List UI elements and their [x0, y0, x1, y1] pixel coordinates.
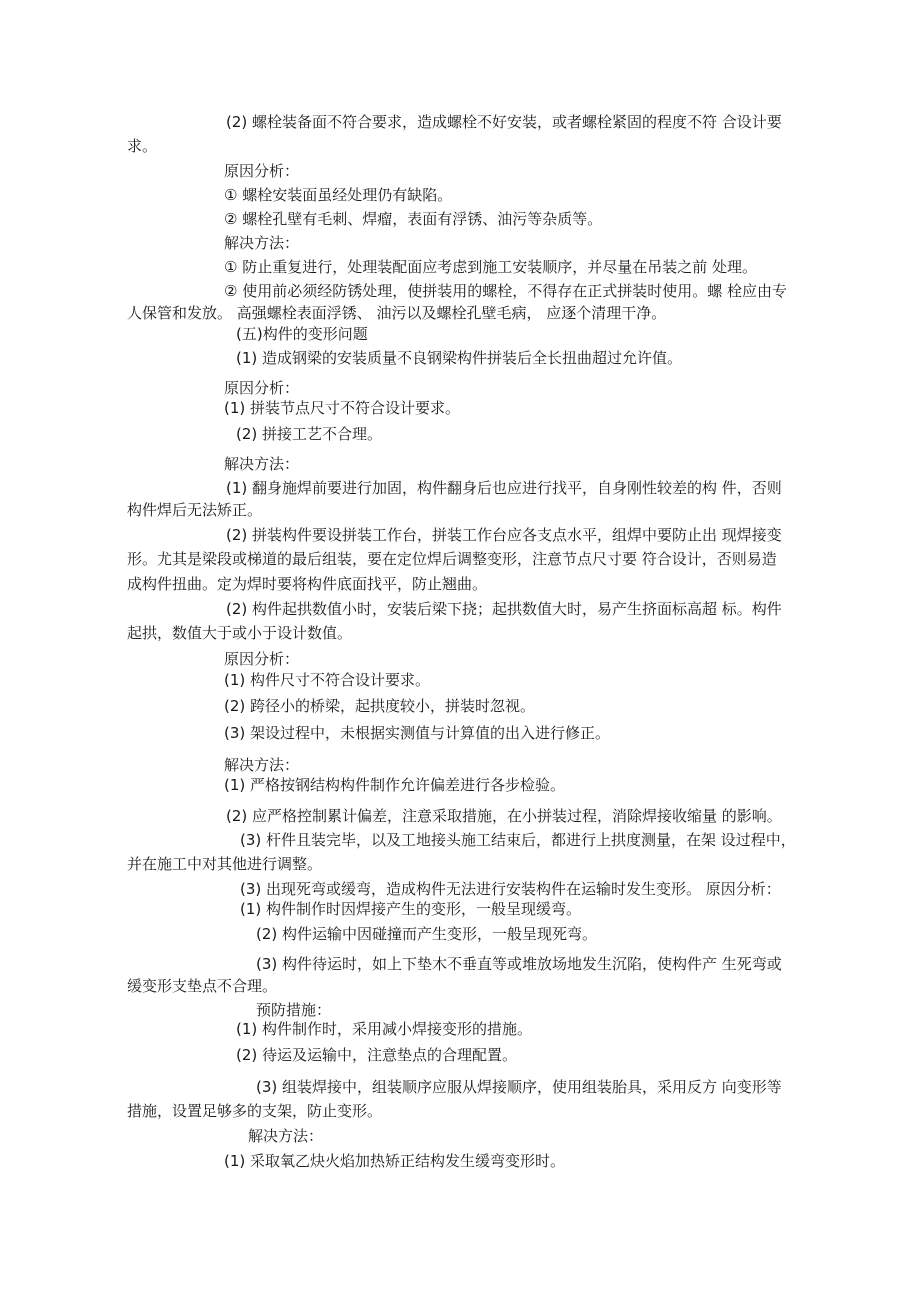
text-line: 原因分析：	[224, 162, 300, 180]
text-line: 缓变形支垫点不合理。	[127, 977, 278, 995]
text-line: (2) 拼接工艺不合理。	[236, 425, 383, 443]
text-line: ① 螺栓安装面虽经处理仍有缺陷。	[224, 186, 453, 204]
text-line: 措施，设置足够多的支架，防止变形。	[127, 1102, 383, 1120]
text-line: 原因分析：	[224, 650, 300, 668]
text-line: (3) 杆件且装完毕，以及工地接头施工结束后，都进行上拱度测量，在架 设过程中，	[240, 831, 796, 849]
text-line: ② 使用前必须经防锈处理，使拼装用的螺栓，不得存在正式拼装时使用。螺 栓应由专	[224, 282, 787, 300]
text-line: (3) 出现死弯或缓弯，造成构件无法进行安装构件在运输时发生变形。 原因分析：	[240, 880, 781, 898]
text-line: (1) 构件尺寸不符合设计要求。	[224, 671, 431, 689]
text-line: 预防措施：	[256, 1001, 332, 1019]
text-line: 解决方法：	[248, 1127, 324, 1145]
text-line: (2) 螺栓装备面不符合要求，造成螺栓不好安装，或者螺栓紧固的程度不符 合设计要	[226, 113, 782, 131]
text-line: (3) 组装焊接中，组装顺序应服从焊接顺序，使用组装胎具，采用反方 向变形等	[256, 1078, 782, 1096]
text-line: (1) 采取氧乙炔火焰加热矫正结构发生缓弯变形时。	[224, 1152, 566, 1170]
text-line: 构件焊后无法矫正。	[127, 501, 263, 519]
text-line: (1) 翻身施焊前要进行加固，构件翻身后也应进行找平，自身刚性较差的构 件，否则	[226, 479, 782, 497]
text-line: (3) 架设过程中，未根据实测值与计算值的出入进行修正。	[224, 724, 611, 742]
text-line: 求。	[127, 137, 158, 155]
text-line: 原因分析：	[224, 379, 300, 397]
text-line: (2) 构件运输中因碰撞而产生变形，一般呈现死弯。	[256, 925, 598, 943]
text-line: (1) 构件制作时，采用减小焊接变形的措施。	[236, 1020, 533, 1038]
text-line: (1) 拼装节点尺寸不符合设计要求。	[224, 399, 461, 417]
text-line: (2) 应严格控制累计偏差，注意采取措施，在小拼装过程，消除焊接收缩量 的影响。	[226, 807, 782, 825]
text-line: (1) 构件制作时因焊接产生的变形，一般呈现缓弯。	[240, 900, 582, 918]
text-line: 形。尤其是梁段或梯道的最后组装，要在定位焊后调整变形，注意节点尺寸要 符合设计，否则易造	[127, 550, 777, 568]
text-line: 解决方法：	[224, 455, 300, 473]
text-line: ② 螺栓孔壁有毛刺、焊瘤，表面有浮锈、油污等杂质等。	[224, 210, 603, 228]
text-line: (1) 严格按钢结构构件制作允许偏差进行各步检验。	[224, 776, 566, 794]
text-line: (2) 构件起拱数值小时，安装后梁下挠；起拱数值大时，易产生挤面标高超 标。构件	[226, 600, 782, 618]
text-line: 解决方法：	[224, 234, 300, 252]
text-line: 解决方法：	[224, 756, 300, 774]
text-line: ① 防止重复进行，处理装配面应考虑到施工安装顺序，并尽量在吊装之前 处理。	[224, 258, 757, 276]
text-line: (2) 待运及运输中，注意垫点的合理配置。	[236, 1046, 518, 1064]
text-line: 起拱，数值大于或小于设计数值。	[127, 624, 353, 642]
text-line: (2) 跨径小的桥梁，起拱度较小，拼装时忽视。	[224, 697, 536, 715]
text-line: (2) 拼装构件要设拼装工作台，拼装工作台应各支点水平，组焊中要防止出 现焊接变	[226, 526, 782, 544]
text-line: (3) 构件待运时，如上下垫木不垂直等或堆放场地发生沉陷，使构件产 生死弯或	[256, 955, 782, 973]
text-line: 成构件扭曲。定为焊时要将构件底面找平，防止翘曲。	[127, 575, 488, 593]
text-line: 人保管和发放。 高强螺栓表面浮锈、 油污以及螺栓孔壁毛病， 应逐个清理干净。	[127, 304, 667, 322]
section-heading: (五)构件的变形问题	[236, 325, 368, 343]
text-line: (1) 造成钢梁的安装质量不良钢梁构件拼装后全长扭曲超过允许值。	[236, 349, 683, 367]
text-line: 并在施工中对其他进行调整。	[127, 855, 323, 873]
